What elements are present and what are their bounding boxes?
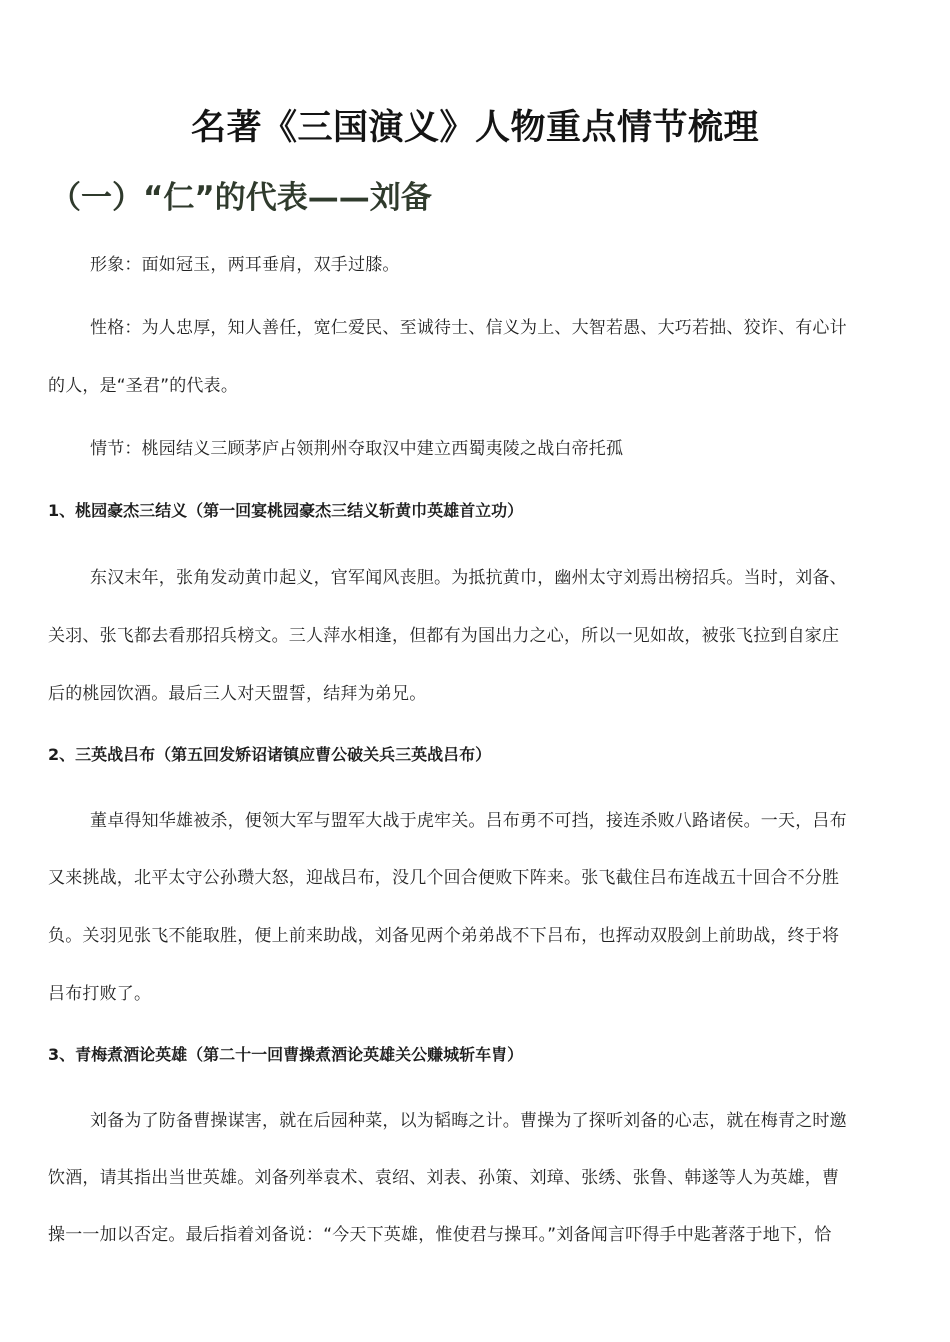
intro-character-line1: 性格：为人忠厚，知人善任，宽仁爱民、至诚待士、信义为上、大智若愚、大巧若拙、狡诈、有心计 (90, 318, 847, 338)
paragraph-line: 董卓得知华雄被杀，便领大军与盟军大战于虎牢关。吕布勇不可挡，接连杀败八路诸侯。一天，吕布 (90, 811, 847, 831)
paragraph-line: 操一一加以否定。最后指着刘备说：“今天下英雄，惟使君与操耳。”刘备闻言吓得手中匙著落于地下，恰 (48, 1225, 832, 1245)
paragraph-line: 吕布打败了。 (48, 984, 152, 1004)
section-heading-3: 3、青梅煮酒论英雄（第二十一回曹操煮酒论英雄关公赚城斩车胄） (48, 1045, 524, 1064)
intro-image: 形象：面如冠玉，两耳垂肩，双手过膝。 (90, 255, 400, 275)
intro-plots: 情节：桃园结义三顾茅庐占领荆州夺取汉中建立西蜀夷陵之战白帝托孤 (90, 439, 624, 459)
paragraph-line: 饮酒，请其指出当世英雄。刘备列举袁术、袁绍、刘表、孙策、刘璋、张绣、张鲁、韩遂等人为英雄，曹 (48, 1168, 840, 1188)
paragraph-line: 又来挑战，北平太守公孙瓒大怒，迎战吕布，没几个回合便败下阵来。张飞截住吕布连战五十回合不分胜 (48, 868, 840, 888)
paragraph-line: 后的桃园饮酒。最后三人对天盟誓，结拜为弟兄。 (48, 684, 427, 704)
paragraph-line: 刘备为了防备曹操谋害，就在后园种菜，以为韬晦之计。曹操为了探听刘备的心志，就在梅青之时邀 (90, 1111, 847, 1131)
section-heading-1: 1、桃园豪杰三结义（第一回宴桃园豪杰三结义斩黄巾英雄首立功） (48, 501, 524, 520)
paragraph-line: 东汉末年，张角发动黄巾起义，官军闻风丧胆。为抵抗黄巾，幽州太守刘焉出榜招兵。当时，刘备、 (90, 568, 847, 588)
intro-character-line2: 的人，是“圣君”的代表。 (48, 376, 239, 396)
paragraph-line: 负。关羽见张飞不能取胜，便上前来助战，刘备见两个弟弟战不下吕布，也挥动双股剑上前助战，终于将 (48, 926, 840, 946)
document-title: 名著《三国演义》人物重点情节梳理 (190, 108, 759, 148)
paragraph-line: 关羽、张飞都去看那招兵榜文。三人萍水相逢，但都有为国出力之心，所以一见如故，被张飞拉到自家庄 (48, 626, 840, 646)
section-subtitle: （一）“仁”的代表——刘备 (50, 180, 432, 216)
section-heading-2: 2、三英战吕布（第五回发矫诏诸镇应曹公破关兵三英战吕布） (48, 745, 492, 764)
